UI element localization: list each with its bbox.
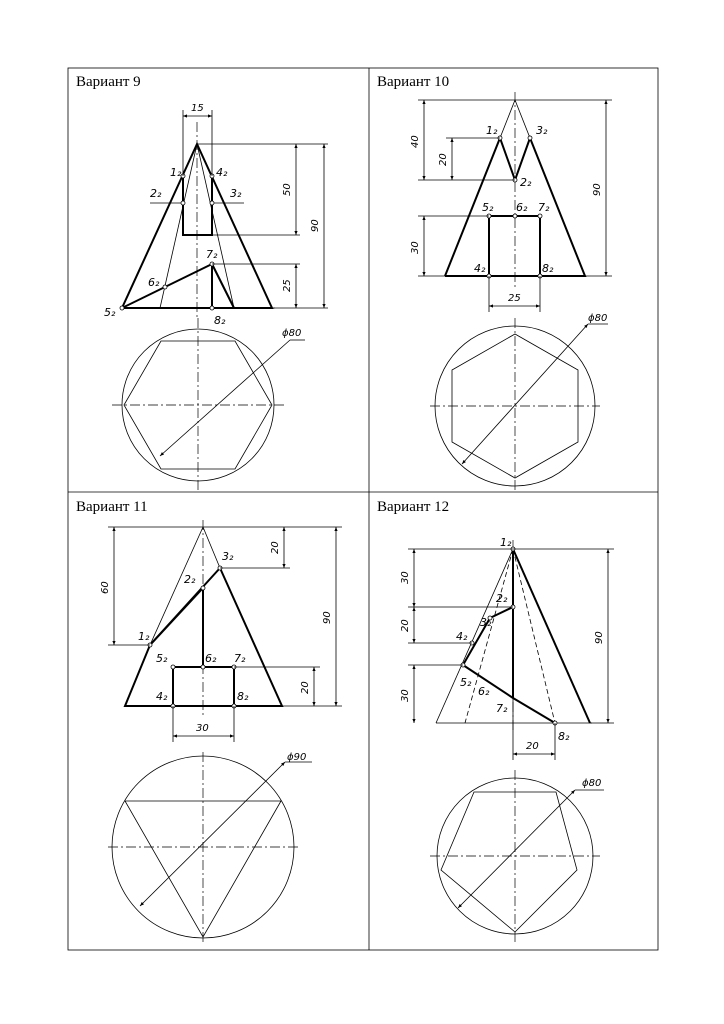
point-label: 6₂: [148, 276, 160, 289]
dimension-label: 90: [310, 219, 321, 232]
dimension-label: 20: [438, 153, 449, 166]
point-label: 1₂: [170, 166, 182, 179]
point-label: 3₂: [222, 550, 234, 563]
panel-title: Вариант 12: [377, 499, 450, 515]
point-label: 7₂: [206, 248, 218, 261]
point-label: 7₂: [496, 702, 508, 715]
point-label: 1₂: [486, 124, 498, 137]
top-view: [430, 313, 608, 492]
panel-variant-11: [76, 499, 342, 945]
dimension-label: 90: [322, 611, 333, 624]
point-label: 3₂: [230, 187, 242, 200]
panel-variant-10: [377, 74, 612, 492]
dimension-label: 40: [410, 135, 421, 148]
front-view: [104, 122, 275, 327]
dimension-label: 20: [400, 619, 411, 632]
panel-variant-9: [76, 74, 328, 492]
point-label: 4₂: [474, 262, 486, 275]
diameter-label: ϕ80: [582, 778, 602, 789]
dimension-label: 30: [400, 689, 411, 702]
top-view: [108, 752, 312, 945]
dimension-label: 50: [282, 183, 293, 196]
diameter-label: ϕ80: [588, 313, 608, 324]
point-label: 7₂: [538, 201, 550, 214]
point-label: 8₂: [237, 690, 249, 703]
point-label: 2₂: [184, 573, 196, 586]
point-label: 5₂: [460, 676, 472, 689]
point-label: 8₂: [214, 314, 226, 327]
panel-title: Вариант 11: [76, 499, 148, 515]
dimension-label: 15: [191, 103, 204, 114]
point-label: 7₂: [234, 652, 246, 665]
dimension-label: 60: [100, 581, 111, 594]
point-label: 1₂: [138, 630, 150, 643]
point-label: 4₂: [456, 630, 468, 643]
dimension-label: 25: [508, 293, 521, 304]
dimension-label: 30: [400, 571, 411, 584]
dimension-label: 20: [526, 741, 539, 752]
point-label: 3₂: [480, 616, 492, 629]
point-label: 5₂: [156, 652, 168, 665]
front-view: [436, 536, 592, 743]
dimension-label: 90: [592, 183, 603, 196]
point-label: 2₂: [520, 176, 532, 189]
point-label: 2₂: [150, 187, 162, 200]
top-view: [430, 770, 604, 945]
diameter-label: ϕ90: [287, 752, 307, 763]
frame: [68, 68, 658, 950]
front-view: [125, 520, 282, 718]
panel-variant-12: [377, 499, 614, 945]
point-label: 3₂: [536, 124, 548, 137]
point-label: 6₂: [516, 201, 528, 214]
point-label: 4₂: [156, 690, 168, 703]
dimension-label: 30: [410, 241, 421, 254]
top-view: [112, 318, 305, 492]
front-view: [445, 92, 585, 290]
dimensions: [400, 549, 614, 760]
point-label: 5₂: [482, 201, 494, 214]
point-label: 6₂: [205, 652, 217, 665]
point-label: 2₂: [496, 592, 508, 605]
panel-title: Вариант 9: [76, 74, 141, 90]
point-label: 1₂: [500, 536, 512, 549]
diameter-label: ϕ80: [282, 328, 302, 339]
dimension-label: 20: [300, 681, 311, 694]
dimension-label: 30: [196, 723, 209, 734]
point-label: 5₂: [104, 306, 116, 319]
dimensions: [410, 100, 612, 312]
dimensions: [100, 527, 342, 742]
dimension-label: 20: [270, 541, 281, 554]
point-label: 6₂: [478, 685, 490, 698]
dimensions: [183, 103, 328, 308]
point-label: 8₂: [542, 262, 554, 275]
panel-title: Вариант 10: [377, 74, 450, 90]
point-label: 4₂: [216, 166, 228, 179]
dimension-label: 25: [282, 279, 293, 292]
point-label: 8₂: [558, 730, 570, 743]
dimension-label: 90: [594, 631, 605, 644]
